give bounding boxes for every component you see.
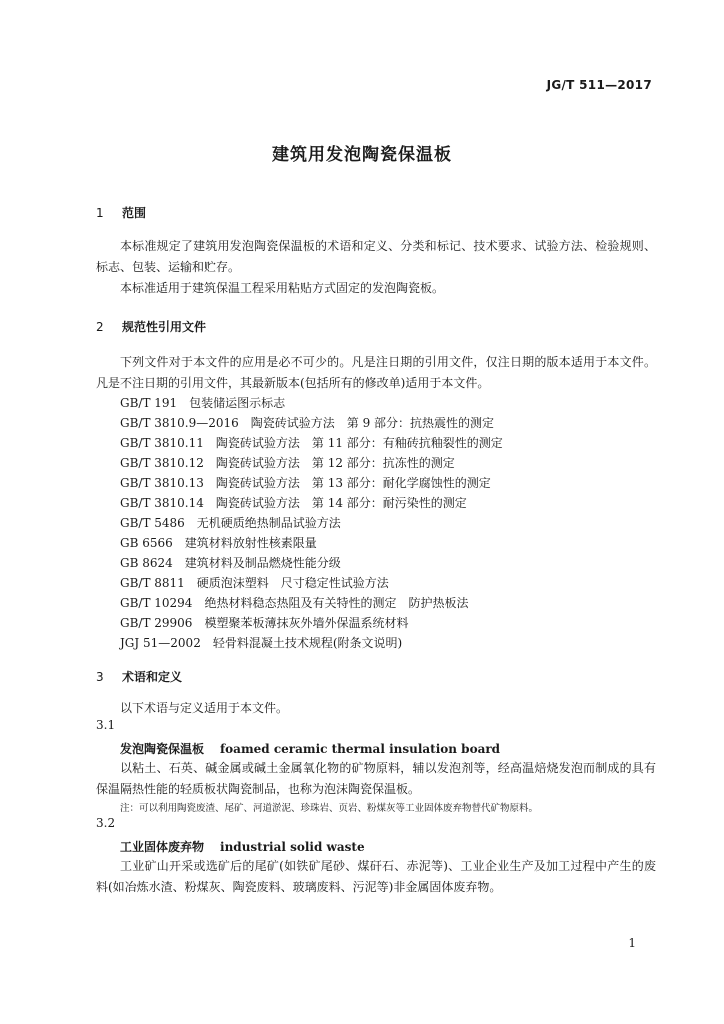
term-chinese: 工业固体废弃物 <box>120 840 205 854</box>
term-chinese: 发泡陶瓷保温板 <box>120 742 205 756</box>
term-definition: 以粘土、石英、碱金属或碱土金属氧化物的矿物原料，辅以发泡剂等，经高温焙烧发泡而制成的具有保温隔热性能的轻质板状陶瓷制品，也称为泡沫陶瓷保温板。 <box>96 761 656 796</box>
reference-item: JGJ 51—2002 轻骨料混凝土技术规程(附条文说明) <box>120 636 403 650</box>
references-intro: 下列文件对于本文件的应用是必不可少的。凡是注日期的引用文件，仅注日期的版本适用于本文件。凡是不注日期的引用文件，其最新版本(包括所有的修改单)适用于本文件。 <box>96 355 656 390</box>
page-number: 1 <box>628 936 636 950</box>
scope-paragraph-2: 本标准适用于建筑保温工程采用粘贴方式固定的发泡陶瓷板。 <box>120 281 445 295</box>
section-1-heading <box>96 204 146 221</box>
reference-item: GB/T 191 包装储运图示标志 <box>120 396 286 410</box>
section-number: 2 <box>96 320 104 334</box>
section-title: 术语和定义 <box>122 670 183 684</box>
term-english: industrial solid waste <box>220 840 365 854</box>
reference-item: GB/T 10294 绝热材料稳态热阻及有关特性的测定 防护热板法 <box>120 596 469 610</box>
section-2-heading <box>96 318 206 335</box>
section-title: 范围 <box>122 206 147 220</box>
reference-item: GB/T 29906 模塑聚苯板薄抹灰外墙外保温系统材料 <box>120 616 409 630</box>
standard-code: JG/T 511—2017 <box>546 78 652 92</box>
term-note: 注：可以利用陶瓷废渣、尾矿、河道淤泥、珍珠岩、页岩、粉煤灰等工业固体废弃物替代矿物原料。 <box>120 803 539 814</box>
term-number: 3.2 <box>96 816 116 830</box>
section-title: 规范性引用文件 <box>122 320 207 334</box>
reference-item: GB/T 3810.13 陶瓷砖试验方法 第 13 部分：耐化学腐蚀性的测定 <box>120 476 491 490</box>
section-3-heading <box>96 668 182 685</box>
reference-item: GB/T 3810.9—2016 陶瓷砖试验方法 第 9 部分：抗热震性的测定 <box>120 416 495 430</box>
scope-paragraph-1: 本标准规定了建筑用发泡陶瓷保温板的术语和定义、分类和标记、技术要求、试验方法、检验规则、标志、包装、运输和贮存。 <box>96 239 656 274</box>
reference-item: GB 6566 建筑材料放射性核素限量 <box>120 536 317 550</box>
term-entry <box>120 838 365 855</box>
term-definition: 工业矿山开采或选矿后的尾矿(如铁矿尾砂、煤矸石、赤泥等)、工业企业生产及加工过程中产生的废料(如冶炼水渣、粉煤灰、陶瓷废料、玻璃废料、污泥等)非金属固体废弃物。 <box>96 859 656 894</box>
terms-intro: 以下术语与定义适用于本文件。 <box>120 701 289 715</box>
term-entry <box>120 740 500 757</box>
term-number: 3.1 <box>96 718 116 732</box>
term-english: foamed ceramic thermal insulation board <box>220 742 501 756</box>
reference-item: GB/T 3810.14 陶瓷砖试验方法 第 14 部分：耐污染性的测定 <box>120 496 467 510</box>
reference-item: GB/T 3810.11 陶瓷砖试验方法 第 11 部分：有釉砖抗釉裂性的测定 <box>120 436 503 450</box>
reference-item: GB/T 5486 无机硬质绝热制品试验方法 <box>120 516 341 530</box>
reference-item: GB 8624 建筑材料及制品燃烧性能分级 <box>120 556 341 570</box>
document-title: 建筑用发泡陶瓷保温板 <box>272 145 452 165</box>
reference-item: GB/T 3810.12 陶瓷砖试验方法 第 12 部分：抗冻性的测定 <box>120 456 455 470</box>
reference-item: GB/T 8811 硬质泡沫塑料 尺寸稳定性试验方法 <box>120 576 389 590</box>
section-number: 3 <box>96 670 104 684</box>
section-number: 1 <box>96 206 104 220</box>
